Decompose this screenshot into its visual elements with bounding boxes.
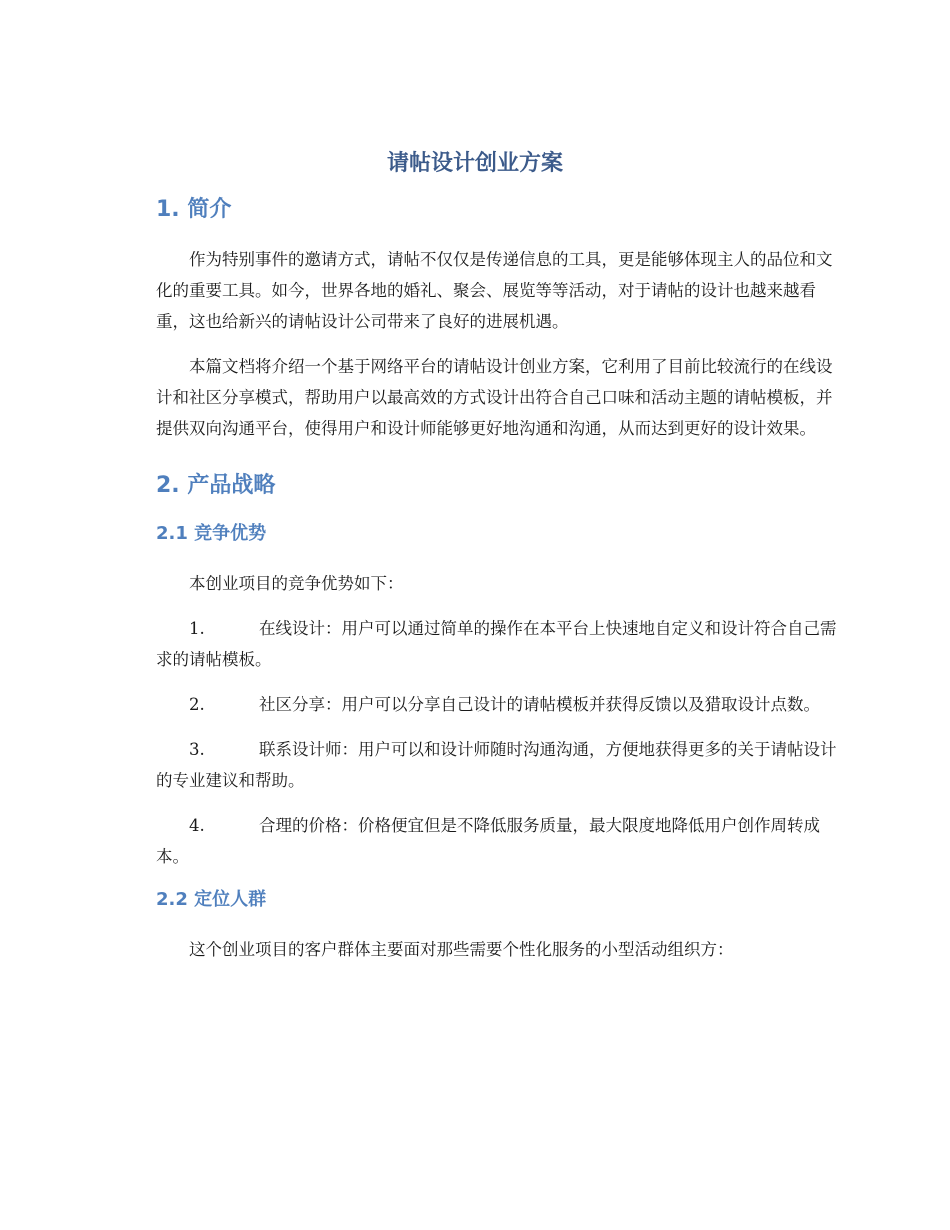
subsection-heading-audience: 2.2 定位人群 (156, 889, 267, 910)
advantage-intro (112, 568, 838, 599)
document-title: 请帖设计创业方案 (386, 151, 563, 176)
list-item (112, 689, 838, 720)
list-item-number: 2. (189, 695, 205, 714)
audience-intro-text: 这个创业项目的客户群体主要面对那些需要个性化服务的小型活动组织方： (189, 940, 734, 959)
list-item (112, 613, 838, 675)
list-item-number: 4. (189, 816, 205, 835)
list-item-text: 在线设计：用户可以通过简单的操作在本平台上快速地自定义和设计符合自己需求的请帖模板。 (156, 619, 837, 669)
intro-paragraph-1 (112, 244, 838, 337)
audience-intro (112, 934, 838, 965)
subsection-heading-advantage: 2.1 竞争优势 (156, 523, 267, 544)
advantage-intro-text: 本创业项目的竞争优势如下： (189, 574, 404, 593)
list-item-text: 社区分享：用户可以分享自己设计的请帖模板并获得反馈以及猎取设计点数。 (259, 695, 820, 714)
intro-paragraph-2 (112, 351, 838, 444)
list-item-text: 合理的价格：价格便宜但是不降低服务质量，最大限度地降低用户创作周转成本。 (156, 816, 820, 866)
list-item (112, 810, 838, 872)
section-heading-intro: 1. 简介 (156, 197, 232, 222)
section-heading-strategy: 2. 产品战略 (156, 473, 276, 498)
list-item (112, 734, 838, 796)
intro-paragraph-2-text: 本篇文档将介绍一个基于网络平台的请帖设计创业方案，它利用了目前比较流行的在线设计和社区分享模式，帮助用户以最高效的方式设计出符合自己口味和活动主题的请帖模板，并提供双向沟通平台，使得用户和设计师能够更好地沟通和沟通，从而达到更好的设计效果。 (156, 357, 833, 438)
list-item-number: 3. (189, 740, 205, 759)
list-item-text: 联系设计师：用户可以和设计师随时沟通沟通，方便地获得更多的关于请帖设计的专业建议和帮助。 (156, 740, 837, 790)
intro-paragraph-1-text: 作为特别事件的邀请方式，请帖不仅仅是传递信息的工具，更是能够体现主人的品位和文化的重要工具。如今，世界各地的婚礼、聚会、展览等等活动，对于请帖的设计也越来越看重，这也给新兴的请帖设计公司带来了良好的进展机遇。 (156, 250, 833, 331)
list-item-number: 1. (189, 619, 205, 638)
